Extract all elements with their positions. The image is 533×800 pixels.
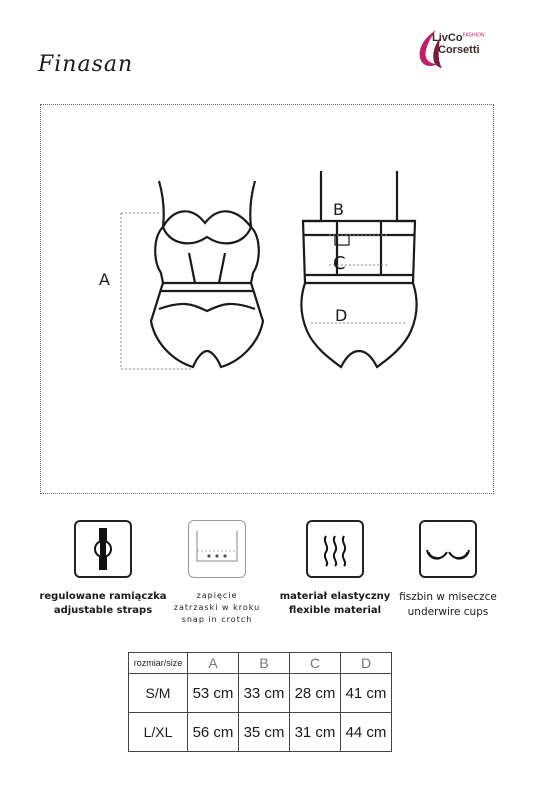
table-cell: 35 cm: [239, 713, 290, 752]
measure-label-d: D: [335, 306, 348, 325]
underwire-cups-icon: [419, 520, 477, 578]
feature-label-pl: regulowane ramiączka: [39, 591, 167, 602]
feature-label-pl-2: zatrzaski w kroku: [173, 603, 261, 612]
front-bodysuit-outline: [151, 181, 263, 367]
table-row: [129, 713, 392, 752]
column-d: D: [341, 653, 392, 674]
feature-label-pl: zapięcie: [196, 591, 238, 600]
front-cups: [163, 211, 251, 243]
table-cell: 28 cm: [290, 674, 341, 713]
size-row-label: L/XL: [129, 713, 188, 752]
product-title: Finasan: [38, 52, 134, 77]
measure-label-b: B: [333, 200, 344, 219]
table-row: [129, 674, 392, 713]
column-a: A: [188, 653, 239, 674]
feature-underwire-cups: [383, 520, 513, 620]
feature-label-pl: materiał elastyczny: [279, 591, 391, 602]
brand-line1: LivCo$^{FASHION}$: [432, 32, 485, 44]
size-table: [128, 652, 392, 752]
size-corner-label: rozmiar/size: [129, 653, 188, 674]
table-cell: 33 cm: [239, 674, 290, 713]
column-c: C: [290, 653, 341, 674]
feature-label-en: adjustable straps: [53, 605, 153, 616]
brand-logo: [414, 28, 506, 76]
feature-flexible-material: [270, 520, 400, 618]
measure-label-a: A: [99, 270, 110, 289]
feature-label-pl: fiszbin w miseczce: [399, 591, 497, 603]
back-bodysuit-outline: [301, 171, 416, 367]
table-cell: 56 cm: [188, 713, 239, 752]
feature-label-en: snap in crotch: [181, 615, 253, 624]
snap-crotch-icon: [188, 520, 246, 578]
garment-diagram: [41, 105, 495, 495]
table-cell: 41 cm: [341, 674, 392, 713]
feature-snap-crotch: [152, 520, 282, 626]
size-table-header: [129, 653, 392, 674]
feature-adjustable-straps: [38, 520, 168, 618]
table-cell: 44 cm: [341, 713, 392, 752]
feature-label-en: flexible material: [288, 605, 382, 616]
feature-label-en: underwire cups: [407, 606, 489, 618]
table-cell: 31 cm: [290, 713, 341, 752]
column-b: B: [239, 653, 290, 674]
wave-lines-icon: [306, 520, 364, 578]
adjustable-strap-icon: [74, 520, 132, 578]
garment-diagram-frame: [40, 104, 494, 494]
brand-line2: Corsetti: [438, 44, 480, 56]
measure-label-c: C: [333, 253, 346, 274]
table-cell: 53 cm: [188, 674, 239, 713]
size-row-label: S/M: [129, 674, 188, 713]
